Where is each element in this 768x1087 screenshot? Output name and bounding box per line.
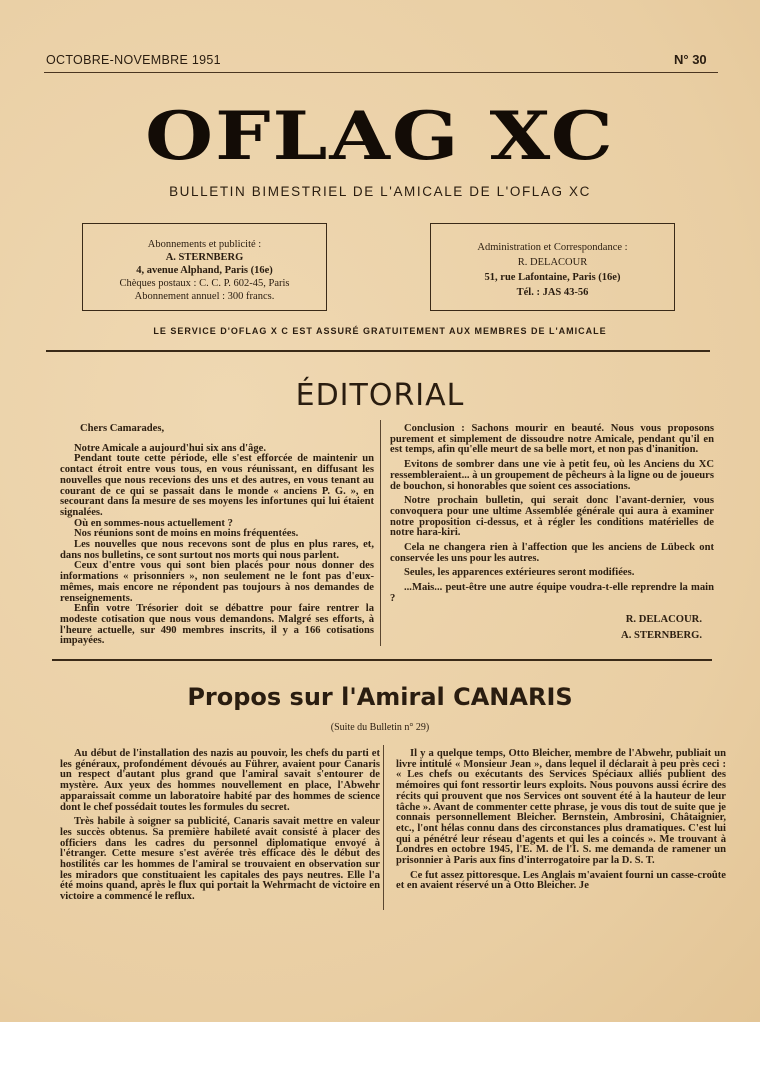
box-line: Tél. : JAS 43-56	[516, 287, 589, 298]
salutation: Chers Camarades,	[80, 423, 165, 434]
article-subtitle: (Suite du Bulletin n° 29)	[330, 722, 430, 733]
box-line: Abonnement annuel : 300 francs.	[134, 291, 275, 302]
paragraph: Très habile à soigner sa publicité, Canaris savait mettre en valeur les succès obtenus. Sa première habileté avait consisté à placer des officiers dans les cadres du personnel diplomatique envoyé à l'étranger. Cette mesure s'est avérée très efficace dès le début des hostilités car les hommes de l'amiral se trouvaient en observation sur les miradors que constituaient les capitales des pays neutres. Elle l'a été moins quand, après le flux qui portait la Wehrmacht de victoire en victoire a commencé le reflux.	[60, 816, 380, 903]
paragraph: Il y a quelque temps, Otto Bleicher, membre de l'Abwehr, publiait un livre intitulé « Monsieur Jean », dans lequel il déclarait à peu près ceci : « Les chefs ou exécutants des Services Spéciaux alliés publient des mémoires qui font ressortir leurs exploits. Nous pouvons aussi écrire des récits qui prouvent que nos Services ont souvent été à la hauteur de leur tâche ». Avant de commenter cette phrase, je vous dis tout de suite que je connais personnellement Bleicher. Bernstein, Ambrosini, Châtaignier, etc., l'ont hélas connu dans des circonstances plus dramatiques. C'est lui qui a pénétré leur réseau d'agents et qui les a coincés ». Me trouvant à Londres en octobre 1945, l'E. M. de l'I. S. me demanda de ramener un prisonnier à Paris aux fins d'interrogatoire par la D. S. T.	[396, 748, 726, 867]
paragraph: Notre Amicale a aujourd'hui six ans d'âge.	[74, 442, 266, 454]
paragraph: Nos réunions sont de moins en moins fréquentées.	[74, 528, 299, 540]
paragraph: Enfin votre Trésorier doit se débattre pour faire rentrer la modeste cotisation que nous vous demandons. Malgré ses efforts, à l'heure actuelle, sur 490 membres inscrits, il y a 166 cotisations impayées.	[60, 603, 374, 647]
paragraph: Ceux d'entre vous qui sont bien placés pour nous donner des informations « prisonniers », non seulement ne le font pas d'eux-mêmes, mais encore ne répondent pas toujours à nos demandes de renseignements.	[60, 560, 374, 604]
signature: R. DELACOUR.	[625, 613, 702, 625]
masthead-subtitle: BULLETIN BIMESTRIEL DE L'AMICALE DE L'OFLAG XC	[169, 184, 591, 199]
paragraph: Où en sommes-nous actuellement ?	[74, 517, 233, 529]
editorial-title: ÉDITORIAL	[295, 378, 465, 413]
administration-box	[430, 223, 675, 311]
box-line: R. DELACOUR	[517, 257, 588, 268]
box-line: Chèques postaux : C. C. P. 602-45, Paris	[119, 278, 290, 289]
issue-date: OCTOBRE-NOVEMBRE 1951	[46, 53, 221, 67]
box-line: 51, rue Lafontaine, Paris (16e)	[484, 272, 621, 283]
divider	[46, 350, 710, 352]
paragraph: Notre prochain bulletin, qui serait donc l'avant-dernier, vous convoquera pour une ultime Assemblée générale qui aura à examiner notre proposition ci-dessus, et à régler les conditions matérielles de notre hara-kiri.	[390, 495, 714, 539]
article-right-column	[396, 749, 726, 892]
box-line: A. STERNBERG	[165, 252, 244, 263]
divider	[44, 72, 718, 73]
box-line: 4, avenue Alphand, Paris (16e)	[136, 265, 273, 276]
editorial-right-column	[390, 424, 714, 642]
paragraph: Ce fut assez pittoresque. Les Anglais m'avaient fourni un casse-croûte et en avaient réservé un à Otto Bleicher. Je	[396, 869, 726, 892]
subscriptions-box	[82, 223, 327, 311]
column-divider	[380, 420, 381, 646]
paragraph: Seules, les apparences extérieures seront modifiées.	[404, 567, 635, 579]
masthead-title: OFLAG XC	[145, 97, 615, 176]
paragraph: ...Mais... peut-être une autre équipe voudra-t-elle reprendre la main ?	[390, 582, 714, 604]
paragraph: Cela ne changera rien à l'affection que les anciens de Lübeck ont conservée les uns pour les autres.	[390, 542, 714, 564]
paragraph: Pendant toute cette période, elle s'est efforcée de maintenir un contact étroit entre vous tous, en vous réunissant, en diffusant les nouvelles que nous recevions des uns et des autres, en vous tenant au courant de ce qui se passait dans le monde « anciens P. G. », en secourant dans la mesure de ses moyens les infortunes qui lui étaient signalées.	[60, 453, 374, 518]
editorial-left-column	[60, 424, 374, 647]
article-title: Propos sur l'Amiral CANARIS	[187, 683, 573, 711]
paragraph: Evitons de sombrer dans une vie à petit feu, où les Anciens du XC ressembleraient... à un groupement de pêcheurs à la ligne ou de joueurs de bouchon, si honorables que soient ces associations.	[390, 459, 714, 492]
paragraph: Au début de l'installation des nazis au pouvoir, les chefs du parti et les généraux, profondément dévoués au Führer, avaient pour Canaris un respect d'autant plus grand que l'amiral savait s'entourer de mystère. Aux yeux des hommes nouvellement en place, l'Abwehr apparaissait comme un laboratoire habité par des hommes de science dont le chef possédait toutes les formules du secret.	[60, 748, 380, 813]
box-line: Administration et Correspondance :	[477, 242, 628, 253]
box-line: Abonnements et publicité :	[147, 239, 262, 250]
divider	[52, 659, 712, 661]
paragraph: Conclusion : Sachons mourir en beauté. Nous vous proposons purement et simplement de dissoudre notre Amicale, pendant qu'il en est temps, afin qu'elle meurt de sa belle mort, et non pas d'inanition.	[390, 423, 714, 456]
column-divider	[383, 745, 384, 910]
signature: A. STERNBERG.	[621, 630, 702, 642]
article-left-column	[60, 749, 380, 903]
paragraph: Les nouvelles que nous recevons sont de plus en plus rares, et, dans nos bulletins, ce sont surtout nos morts qui nous parlent.	[60, 539, 374, 561]
service-note: LE SERVICE D'OFLAG X C EST ASSURÉ GRATUITEMENT AUX MEMBRES DE L'AMICALE	[153, 326, 607, 336]
issue-number: N° 30	[674, 52, 707, 67]
